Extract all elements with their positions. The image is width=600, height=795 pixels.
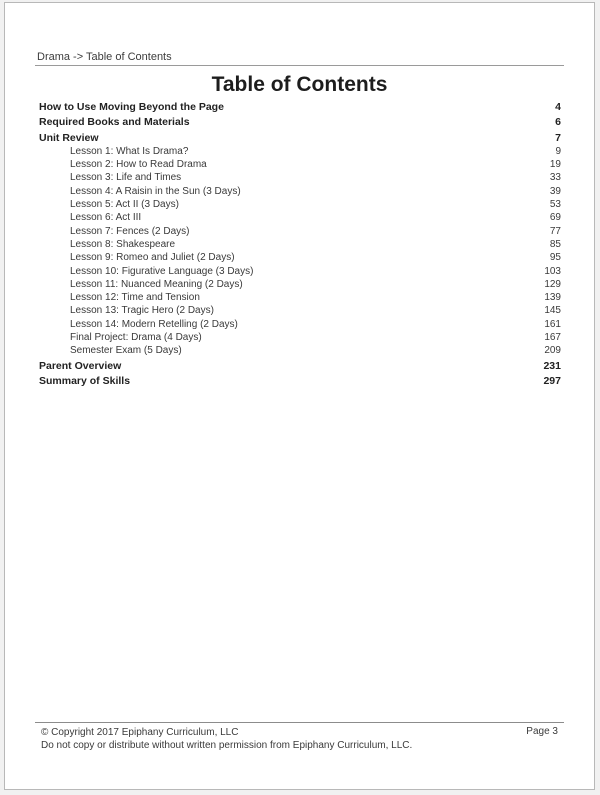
toc-entry-final-project: [39, 331, 561, 344]
toc-entry-page: 145: [544, 305, 561, 317]
toc-entry-page: 103: [544, 265, 561, 277]
toc-entry-lesson-3: [39, 171, 561, 184]
toc-entry-title: Lesson 9: Romeo and Juliet (2 Days): [70, 252, 235, 264]
toc-entry-how-to-use: [39, 101, 561, 114]
toc-entry-title: Lesson 11: Nuanced Meaning (2 Days): [70, 278, 243, 290]
toc-entry-title: Lesson 13: Tragic Hero (2 Days): [70, 305, 214, 317]
table-of-contents: [39, 101, 561, 388]
toc-entry-page: 69: [549, 212, 561, 224]
toc-entry-title: Parent Overview: [39, 359, 122, 372]
toc-entry-lesson-11: [39, 278, 561, 291]
toc-entry-page: 209: [544, 345, 561, 357]
toc-entry-semester-exam: [39, 344, 561, 357]
toc-entry-summary-of-skills: [39, 375, 561, 388]
footer-divider: [35, 722, 564, 723]
toc-entry-title: Lesson 14: Modern Retelling (2 Days): [70, 318, 238, 330]
toc-entry-page: 139: [544, 292, 561, 304]
toc-entry-lesson-9: [39, 251, 561, 264]
toc-entry-title: Required Books and Materials: [39, 116, 190, 129]
toc-entry-page: 53: [549, 199, 561, 211]
toc-entry-title: Lesson 10: Figurative Language (3 Days): [70, 265, 254, 277]
document-page: [4, 2, 595, 790]
toc-entry-page: 297: [543, 374, 561, 387]
toc-entry-lesson-7: [39, 225, 561, 238]
toc-entry-page: 167: [544, 332, 561, 344]
toc-entry-title: Lesson 12: Time and Tension: [70, 292, 200, 304]
toc-entry-title: Lesson 8: Shakespeare: [70, 238, 176, 250]
toc-entry-title: Lesson 3: Life and Times: [70, 172, 182, 184]
toc-entry-title: Lesson 5: Act II (3 Days): [70, 199, 179, 211]
toc-entry-lesson-10: [39, 265, 561, 278]
toc-entry-title: Lesson 6: Act III: [70, 212, 142, 224]
toc-entry-lesson-6: [39, 211, 561, 224]
toc-entry-lesson-1: [39, 145, 561, 158]
toc-entry-page: 33: [549, 172, 561, 184]
toc-entry-page: 129: [544, 278, 561, 290]
toc-entry-page: 9: [555, 145, 561, 157]
toc-entry-page: 19: [549, 159, 561, 171]
toc-entry-title: Lesson 7: Fences (2 Days): [70, 225, 190, 237]
toc-entry-required-books: [39, 116, 561, 129]
toc-entry-page: 39: [549, 185, 561, 197]
toc-entry-title: Semester Exam (5 Days): [70, 345, 182, 357]
toc-entry-page: 6: [555, 116, 561, 129]
toc-entry-unit-review: [39, 132, 561, 145]
toc-entry-page: 231: [543, 359, 561, 372]
toc-entry-parent-overview: [39, 360, 561, 373]
toc-entry-page: 95: [549, 252, 561, 264]
toc-entry-title: Summary of Skills: [39, 374, 131, 387]
toc-entry-lesson-13: [39, 304, 561, 317]
toc-entry-page: 161: [544, 318, 561, 330]
toc-entry-title: Final Project: Drama (4 Days): [70, 332, 202, 344]
toc-entry-page: 7: [555, 131, 561, 144]
copyright-text: © Copyright 2017 Epiphany Curriculum, LLC: [41, 727, 239, 738]
toc-entry-title: Lesson 1: What Is Drama?: [70, 145, 189, 157]
toc-entry-lesson-2: [39, 158, 561, 171]
toc-entry-lesson-4: [39, 185, 561, 198]
toc-entry-title: Unit Review: [39, 131, 99, 144]
distribution-notice: Do not copy or distribute without written permission from Epiphany Curriculum, LLC.: [41, 740, 413, 751]
toc-entry-title: Lesson 4: A Raisin in the Sun (3 Days): [70, 185, 241, 197]
page-title: Table of Contents: [211, 73, 388, 96]
breadcrumb: Drama -> Table of Contents: [37, 51, 172, 63]
footer: [41, 726, 412, 752]
toc-entry-title: Lesson 2: How to Read Drama: [70, 159, 207, 171]
toc-entry-lesson-8: [39, 238, 561, 251]
toc-entry-lesson-14: [39, 318, 561, 331]
toc-entry-page: 77: [549, 225, 561, 237]
toc-entry-page: 4: [555, 101, 561, 113]
page-number: Page 3: [526, 726, 558, 737]
header-divider: [35, 65, 564, 66]
toc-entry-lesson-12: [39, 291, 561, 304]
toc-entry-page: 85: [549, 238, 561, 250]
toc-entry-lesson-5: [39, 198, 561, 211]
toc-entry-title: How to Use Moving Beyond the Page: [39, 101, 224, 113]
